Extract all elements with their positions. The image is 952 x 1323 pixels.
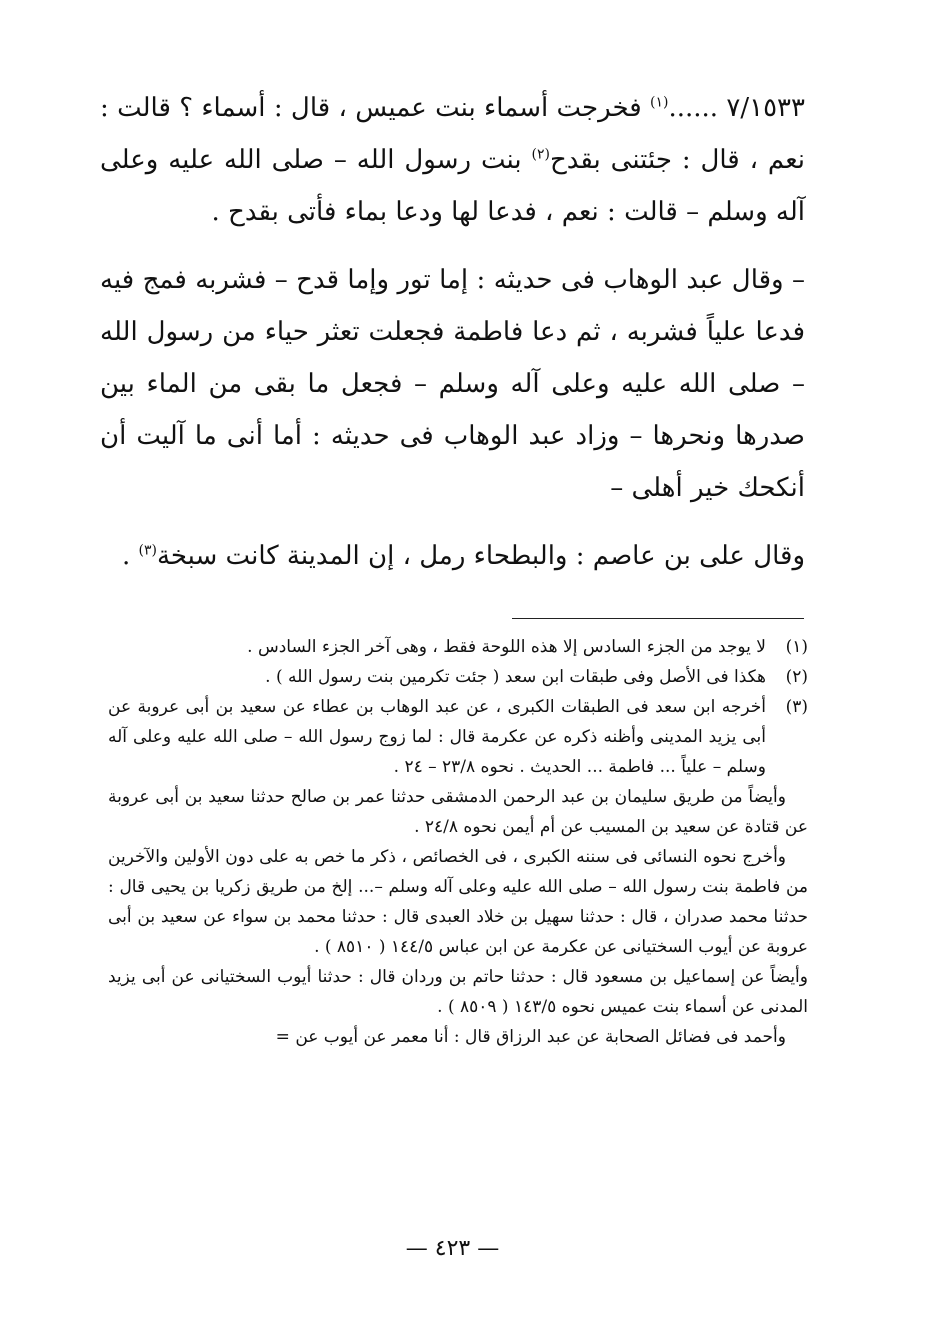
footnote-3-paragraph: وأخرج نحوه النسائى فى سننه الكبرى ، فى الخصائص ، ذكر ما خص به على دون الأولين والآخرين من فاطمة بنت رسول الله – صلى الله عليه وعلى آله وسلم –... إلخ من طريق زكريا بن يحيى قال : حدثنا محمد صدران ، قال : حدثنا سهيل بن خلاد العبدى قال : حدثنا محمد بن سواء عن سعيد بن أبى عروبة عن أيوب السختيانى عن عكرمة عن ابن عباس ١٤٤/٥ ( ٨٥١٠ ) . <box>108 847 808 957</box>
footnote-text: هكذا فى الأصل وفى طبقات ابن سعد ( جئت تكرمين بنت رسول الله ) . <box>265 667 766 687</box>
footnote-ref-2: (٢) <box>531 146 550 163</box>
main-paragraph-1-text-a: فخرجت أسماء بنت عميس ، قال : أسماء ؟ قالت : نعم ، قال : جئتنى بقدح <box>100 93 806 175</box>
footnote-number: (٢) <box>785 667 808 687</box>
footnote-separator <box>512 618 804 619</box>
footnote-ref-1: (١) <box>650 94 669 111</box>
footnote-text: لا يوجد من الجزء السادس إلا هذه اللوحة فقط ، وهى آخر الجزء السادس . <box>247 637 766 657</box>
footnote-3-paragraph: وأيضاً عن إسماعيل بن مسعود قال : حدثنا حاتم بن وردان قال : حدثنا أيوب السختيانى عن أبى يزيد المدنى عن أسماء بنت عميس نحوه ١٤٣/٥ ( ٨٥٠٩ ) . <box>108 967 808 1017</box>
footnote-number: (١) <box>785 637 808 657</box>
main-paragraph-1-text-b: بنت رسول الله – صلى الله عليه وعلى آله وسلم – قالت : نعم ، فدعا لها ودعا بماء فأتى بقدح . <box>100 145 805 227</box>
footnote-3 <box>108 692 808 782</box>
footnote-1 <box>108 632 808 662</box>
main-text <box>100 82 805 598</box>
main-paragraph-3-end: . <box>121 541 139 571</box>
hadith-number: ٧/١٥٣٣ ...... <box>668 93 805 123</box>
footnote-number: (٣) <box>785 697 808 717</box>
main-paragraph-2: – وقال عبد الوهاب فى حديثه : إما تور وإما قدح – فشربه فمج فيه فدعا علياً فشربه ، ثم دعا فاطمة فجعلت تعثر حياء من رسول الله – صلى الله عليه وعلى آله وسلم – فجعل ما بقى من الماء بين صدرها ونحرها – وزاد عبد الوهاب فى حديثه : أما أنى ما آليت أن أنكحك خير أهلى – <box>100 265 805 503</box>
footnotes <box>108 632 808 1052</box>
main-paragraph-3-text: وقال على بن عاصم : والبطحاء رمل ، إن المدينة كانت سبخة <box>156 541 805 571</box>
main-paragraph-3 <box>100 530 805 582</box>
page-number: — ٤٢٣ — <box>405 1236 500 1261</box>
footnote-text: أخرجه ابن سعد فى الطبقات الكبرى ، عن عبد الوهاب بن عطاء عن سعيد بن أبى عروبة عن أبى يزيد المدينى وأظنه ذكره عن عكرمة قال : لما زوج رسول الله – صلى الله عليه وعلى آله وسلم – علياً ... فاطمة ... الحديث . نحوه ٢٣/٨ – ٢٤ . <box>108 697 766 777</box>
footnote-ref-3: (٣) <box>138 542 157 559</box>
main-paragraph-1 <box>100 82 805 238</box>
footnote-3-paragraph: وأيضاً من طريق سليمان بن عبد الرحمن الدمشقى حدثنا عمر بن صالح حدثنا سعيد بن أبى عروبة عن قتادة عن سعيد بن المسيب عن أم أيمن نحوه ٢٤/٨ . <box>108 787 808 837</box>
footnote-2 <box>108 662 808 692</box>
footnote-3-paragraph: وأحمد فى فضائل الصحابة عن عبد الرزاق قال : أنا معمر عن أيوب عن = <box>275 1027 786 1047</box>
